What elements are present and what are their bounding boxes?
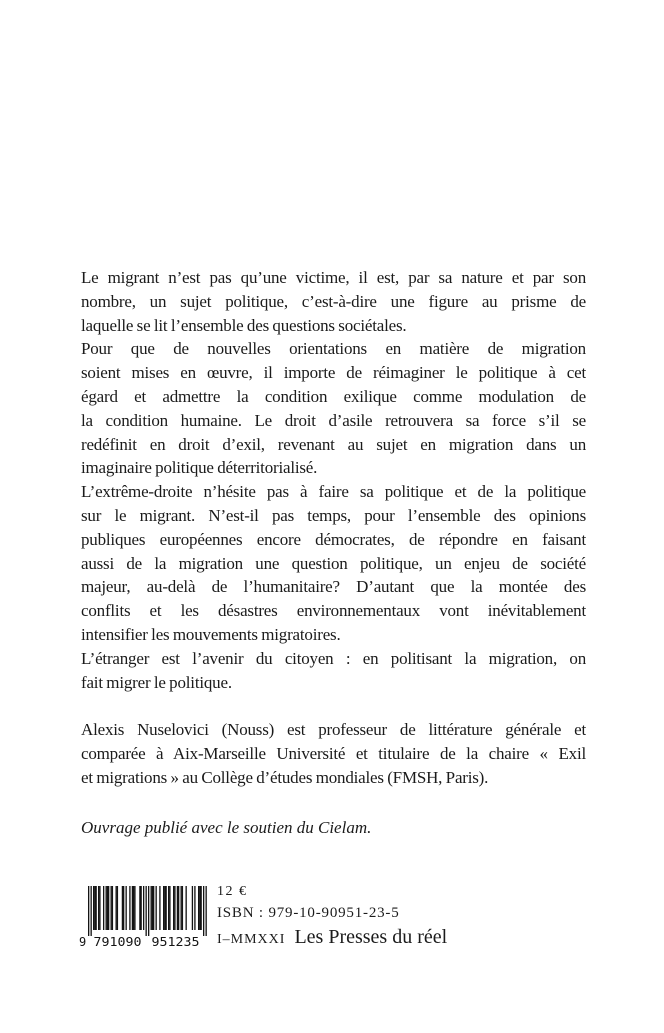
text-line: sur le migrant. N’est-il pas temps, pour l’ensemble des opinions (81, 505, 586, 525)
text-line: majeur, au-delà de l’humanitaire? D’autant que la montée des (81, 577, 586, 597)
text-line: L’étranger est l’avenir du citoyen : en politisant la migration, on (81, 648, 586, 668)
publisher-line (217, 925, 447, 952)
text-line: Le migrant n’est pas qu’une victime, il est, par sa nature et par son (81, 268, 586, 287)
text-line: L’extrême-droite n’hésite pas à faire sa politique et de la politique (81, 482, 586, 502)
text-line: conflits et les désastres environnementaux vont inévitablement (81, 601, 586, 621)
text-line: imaginaire politique déterritorialisé. (81, 458, 318, 478)
publisher-name: Les Presses du réel (294, 926, 448, 948)
blurb (81, 266, 586, 694)
cover-text (81, 266, 586, 840)
colophon-text (217, 884, 447, 952)
text-line: comparée à Aix-Marseille Université et titulaire de la chaire « Exil (81, 744, 586, 764)
text-line: aussi de la migration une question politique, un enjeu de société (81, 553, 586, 573)
svg-text:951235: 951235 (151, 935, 200, 948)
blurb-paragraph-1 (81, 266, 586, 337)
text-line: soient mises en œuvre, il importe de réimaginer le politique à cet (81, 363, 586, 383)
text-line: laquelle se lit l’ensemble des questions sociétales. (81, 315, 407, 335)
colophon (78, 884, 447, 952)
svg-text:9: 9 (79, 935, 87, 948)
text-line: égard et admettre la condition exilique comme modulation de (81, 386, 586, 406)
price: 12 € (217, 884, 248, 899)
text-line: Alexis Nuselovici (Nouss) est professeur de littérature générale et (81, 720, 586, 740)
text-line: nombre, un sujet politique, c’est-à-dire une figure au prisme de (81, 291, 586, 311)
text-line: fait migrer le politique. (81, 672, 232, 692)
edition-year-roman: I–MMXXI (217, 932, 286, 947)
blurb-paragraph-4 (81, 647, 586, 695)
text-line: la condition humaine. Le droit d’asile retrouvera sa force s’il se (81, 410, 586, 430)
blurb-paragraph-2 (81, 337, 586, 480)
svg-text:791090: 791090 (93, 935, 142, 948)
isbn: ISBN : 979-10-90951-23-5 (217, 905, 400, 921)
author-bio (81, 718, 586, 789)
text-line: redéfinit en droit d’exil, revenant au sujet en migration dans un (81, 434, 586, 454)
text-line: publiques européennes encore démocrates, de répondre en faisant (81, 529, 586, 549)
text-line: Pour que de nouvelles orientations en matière de migration (81, 339, 586, 359)
blurb-paragraph-3 (81, 480, 586, 647)
barcode-image (78, 886, 208, 948)
support-note: Ouvrage publié avec le soutien du Cielam. (81, 817, 372, 837)
text-line: et migrations » au Collège d’études mondiales (FMSH, Paris). (81, 767, 489, 787)
text-line: intensifier les mouvements migratoires. (81, 624, 341, 644)
